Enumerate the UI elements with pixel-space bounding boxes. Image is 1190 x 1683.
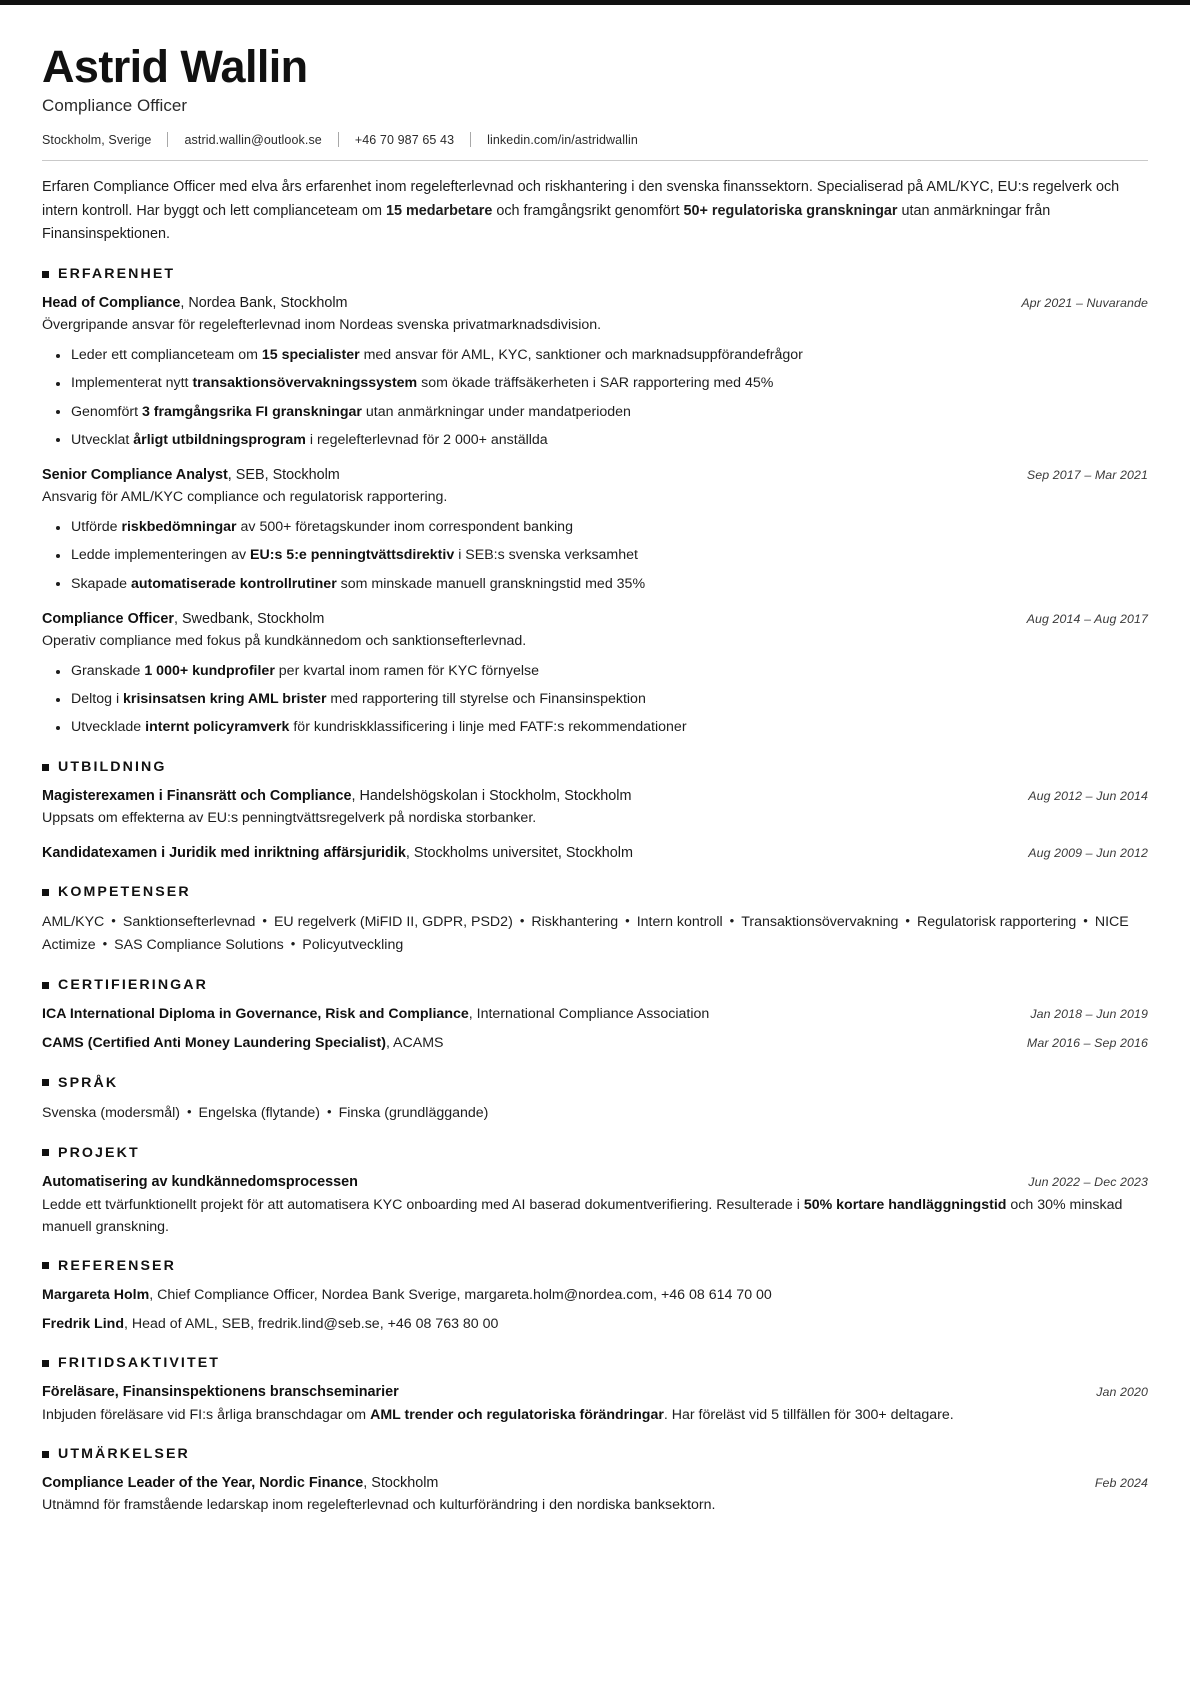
bullet-text-bold: krisinsatsen kring AML brister [123,691,327,708]
entry-header-row [42,786,1148,807]
skill-item: EU regelverk (MiFID II, GDPR, PSD2) [273,914,513,931]
skill-item: Policyutveckling [302,937,404,954]
entry-title [42,786,631,807]
bullet-item [42,545,1148,567]
contact-item: astrid.wallin@outlook.se [184,132,322,147]
reference-row [42,1285,1148,1306]
bullet-text-bold: internt policyramverk [145,719,290,736]
square-bullet-icon [42,1451,49,1458]
reference-name: Fredrik Lind [42,1315,124,1332]
certification-issuer: , ACAMS [385,1035,444,1052]
entry-date: Jan 2020 [1096,1385,1148,1400]
entry [42,465,1148,595]
section-title: KOMPETENSER [58,884,191,901]
entry-title [42,465,340,486]
description-post: . Har föreläst vid 5 tillfällen för 300+ deltagare. [663,1407,954,1424]
entry-header-row [42,1172,1148,1193]
bullet-item [42,373,1148,395]
square-bullet-icon [42,1262,49,1269]
description-pre: Ledde ett tvärfunktionellt projekt för att automatisera KYC onboarding med AI baserad dokumentverifiering. Resulterade i [42,1196,804,1213]
section-title: PROJEKT [58,1144,140,1161]
entry-title-main: Compliance Officer [42,611,174,628]
entry-title-rest: , SEB, Stockholm [227,467,340,484]
certification-text [42,1004,709,1025]
bullet-text-post: med rapportering till styrelse och Finansinspektion [326,691,646,708]
certification-issuer: , International Compliance Association [468,1006,710,1023]
bullet-text-bold: 15 specialister [261,347,360,364]
certification-row [42,1004,1148,1025]
contact-separator [470,132,471,147]
square-bullet-icon [42,1079,49,1086]
entry-title [42,1473,438,1494]
skill-item: SAS Compliance Solutions [114,937,284,954]
resume-header [42,43,1148,161]
reference-details: , Chief Compliance Officer, Nordea Bank Sverige, margareta.holm@nordea.com, +46 08 614 70 00 [149,1286,772,1303]
bullet-text-bold: EU:s 5:e penningtvättsdirektiv [250,547,455,564]
bullet-text-post: som ökade träffsäkerheten i SAR rapportering med 45% [417,375,774,392]
section-heading [42,1446,1148,1462]
bullet-item [42,661,1148,683]
section-education [42,759,1148,864]
bullet-text-pre: Ledde implementeringen av [71,547,251,564]
bullet-text-pre: Genomfört [71,403,142,420]
bullet-text-pre: Deltog i [71,691,124,708]
bullet-text-bold: transaktionsövervakningssystem [192,375,418,392]
bullet-text-bold: automatiserade kontrollrutiner [130,575,337,592]
entry-date: Jun 2022 – Dec 2023 [1028,1174,1148,1189]
entry-title-main: Automatisering av kundkännedomsprocessen [42,1173,358,1190]
description-post: och 30% minskad manuell granskning. [42,1196,1123,1235]
education-entries [42,786,1148,864]
entry-summary: Ansvarig för AML/KYC compliance och regulatorisk rapportering. [42,489,448,506]
entry-description [42,1404,1148,1426]
bullet-text-post: utan anmärkningar under mandatperioden [361,403,631,420]
dot-separator-icon: • [290,936,296,952]
contact-separator [167,132,168,147]
entry-header-row [42,843,1148,864]
description-pre: Inbjuden föreläsare vid FI:s årliga branschdagar om [42,1407,371,1424]
entry-bullet-list [42,345,1148,451]
award-location: , Stockholm [363,1475,439,1492]
entry-title [42,609,324,630]
square-bullet-icon [42,764,49,771]
summary-part-3: utan anmärkningar från Finansinspektionen. [42,202,1051,242]
section-heading [42,759,1148,775]
skill-item: Riskhantering [531,914,619,931]
entry-date: Aug 2009 – Jun 2012 [1028,846,1148,861]
skills-inline-list [42,911,1148,957]
entry-title-rest: , Swedbank, Stockholm [173,611,325,628]
dot-separator-icon: • [186,1103,192,1119]
skill-item: Regulatorisk rapportering [916,914,1077,931]
dot-separator-icon: • [111,913,116,929]
entry-summary: Uppsats om effekterna av EU:s penningtvättsregelverk på nordiska storbanker. [42,809,537,826]
section-heading [42,1258,1148,1274]
entry-header-row [42,465,1148,486]
language-item: Finska (grundläggande) [338,1104,489,1121]
award-name: Compliance Leader of the Year, Nordic Finance [42,1475,364,1492]
entry-title-main: Kandidatexamen i Juridik med inriktning affärsjuridik [42,845,406,862]
entry-date: Aug 2012 – Jun 2014 [1028,789,1148,804]
section-languages [42,1075,1148,1125]
reference-text [42,1314,498,1335]
award-description: Utnämnd för framstående ledarskap inom regelefterlevnad och kulturförändring i den nordiska banksektorn. [42,1496,716,1513]
language-item: Svenska (modersmål) [42,1104,180,1121]
bullet-text-pre: Utvecklade [71,719,146,736]
section-certifications [42,977,1148,1055]
entry [42,293,1148,451]
bullet-text-pre: Implementerat nytt [71,375,193,392]
dot-separator-icon: • [262,913,267,929]
reference-name: Margareta Holm [42,1286,150,1303]
section-heading [42,1145,1148,1161]
languages-inline-list [42,1102,1148,1125]
section-title: REFERENSER [58,1257,176,1274]
entry-header-row [42,609,1148,630]
bullet-item [42,430,1148,452]
bullet-text-post: av 500+ företagskunder inom correspondent banking [236,519,573,536]
summary-part-2: och framgångsrikt genomfört [492,202,684,219]
section-references [42,1258,1148,1336]
dot-separator-icon: • [905,913,910,929]
contact-item: linkedin.com/in/astridwallin [487,132,638,147]
resume-page [0,5,1190,1556]
entry-title [42,843,633,864]
candidate-role: Compliance Officer [42,96,188,116]
entry [42,609,1148,739]
entry-title-main: Senior Compliance Analyst [42,467,228,484]
entry-description [42,1194,1148,1238]
dot-separator-icon: • [327,1103,332,1119]
certification-text [42,1033,444,1054]
bullet-item [42,717,1148,739]
entry-title [42,293,348,314]
activity-entry [42,1382,1148,1426]
profile-summary [42,176,1148,246]
bullet-text-pre: Skapade [71,575,131,592]
certification-name: CAMS (Certified Anti Money Laundering Specialist) [42,1035,386,1052]
project-entries [42,1172,1148,1238]
entry-header-row [42,1473,1148,1494]
section-experience [42,266,1148,739]
candidate-name: Astrid Wallin [42,41,308,92]
entry-title [42,1382,399,1403]
entry-title-main: Magisterexamen i Finansrätt och Compliance [42,788,352,805]
bullet-item [42,345,1148,367]
contact-item: Stockholm, Sverige [42,132,152,147]
section-heading [42,1075,1148,1091]
certification-date: Jan 2018 – Jun 2019 [1030,1007,1148,1022]
entry-date: Aug 2014 – Aug 2017 [1026,612,1148,627]
section-heading [42,977,1148,993]
summary-part-1: Erfaren Compliance Officer med elva års erfarenhet inom regelefterlevnad och riskhantering i den svenska finanssektorn. Specialiserad på AML/KYC, EU:s regelverk och intern kontroll. Har byggt och lett complianceteam om [42,179,1120,219]
reference-row [42,1314,1148,1335]
square-bullet-icon [42,1149,49,1156]
section-title: ERFARENHET [58,266,176,283]
square-bullet-icon [42,889,49,896]
contact-line [42,132,1148,161]
summary-bold-1: 15 medarbetare [385,202,493,219]
award-entry [42,1473,1148,1516]
section-activities [42,1355,1148,1426]
entry-bullet-list [42,517,1148,595]
project-entry [42,1172,1148,1238]
bullet-item [42,517,1148,539]
certification-date: Mar 2016 – Sep 2016 [1026,1036,1148,1051]
entry-title-main: Head of Compliance [42,295,181,312]
section-heading [42,266,1148,282]
entry-summary: Övergripande ansvar för regelefterlevnad inom Nordeas svenska privatmarknadsdivision. [42,317,602,334]
certification-row [42,1033,1148,1054]
reference-details: , Head of AML, SEB, fredrik.lind@seb.se, +46 08 763 80 00 [123,1315,499,1332]
square-bullet-icon [42,982,49,989]
language-item: Engelska (flytande) [198,1104,320,1121]
entry-title-main: Föreläsare, Finansinspektionens branschseminarier [42,1384,399,1401]
square-bullet-icon [42,271,49,278]
entry-title-rest: , Handelshögskolan i Stockholm, Stockholm [351,788,632,805]
award-date: Feb 2024 [1094,1476,1148,1491]
bullet-text-post: per kvartal inom ramen för KYC förnyelse [274,663,539,680]
contact-separator [338,132,339,147]
entry [42,786,1148,829]
entry-title-rest: , Nordea Bank, Stockholm [180,295,348,312]
entry-bullet-list [42,661,1148,739]
dot-separator-icon: • [1083,913,1088,929]
entry-title [42,1172,358,1193]
skill-item: NICE Actimize [42,914,1129,954]
section-title: FRITIDSAKTIVITET [58,1355,221,1372]
entry-title-rest: , Stockholms universitet, Stockholm [405,845,633,862]
bullet-item [42,402,1148,424]
experience-entries [42,293,1148,739]
description-bold: AML trender och regulatoriska förändringar [370,1407,664,1424]
bullet-text-pre: Granskade [71,663,145,680]
skill-item: Transaktionsövervakning [741,914,899,931]
square-bullet-icon [42,1360,49,1367]
bullet-text-bold: 1 000+ kundprofiler [144,663,275,680]
bullet-item [42,689,1148,711]
bullet-item [42,574,1148,596]
section-projects [42,1145,1148,1238]
section-heading [42,884,1148,900]
dot-separator-icon: • [729,913,735,929]
bullet-text-bold: årligt utbildningsprogram [133,431,306,448]
bullet-text-pre: Leder ett complianceteam om [71,347,262,364]
entry [42,843,1148,864]
bullet-text-post: med ansvar för AML, KYC, sanktioner och marknadsuppförandefrågor [359,347,803,364]
entry-summary: Operativ compliance med fokus på kundkännedom och sanktionsefterlevnad. [42,633,527,649]
reference-entries [42,1285,1148,1336]
entry-header-row [42,293,1148,314]
certification-entries [42,1004,1148,1055]
bullet-text-pre: Utförde [71,519,122,536]
skill-item: AML/KYC [42,914,105,931]
section-title: SPRÅK [58,1074,119,1091]
entry-date: Apr 2021 – Nuvarande [1021,296,1148,311]
description-bold: 50% kortare handläggningstid [803,1196,1007,1213]
bullet-text-bold: riskbedömningar [121,519,237,536]
section-title: UTBILDNING [58,759,167,776]
bullet-text-post: för kundriskklassificering i linje med FATF:s rekommendationer [289,719,687,736]
section-title: UTMÄRKELSER [58,1446,190,1463]
certification-name: ICA International Diploma in Governance, Risk and Compliance [42,1006,469,1023]
bullet-text-pre: Utvecklat [71,431,134,448]
entry-header-row [42,1382,1148,1403]
bullet-text-post: som minskade manuell granskningstid med 35% [336,575,646,592]
section-skills [42,884,1148,957]
bullet-text-post: i SEB:s svenska verksamhet [454,547,638,564]
reference-text [42,1285,772,1306]
contact-item: +46 70 987 65 43 [354,132,455,147]
section-awards [42,1446,1148,1516]
skill-item: Sanktionsefterlevnad [122,914,256,931]
dot-separator-icon: • [102,936,108,952]
bullet-text-bold: 3 framgångsrika FI granskningar [141,403,362,420]
section-title: CERTIFIERINGAR [58,977,208,994]
summary-bold-2: 50+ regulatoriska granskningar [683,202,898,219]
skill-item: Intern kontroll [636,914,723,931]
dot-separator-icon: • [625,913,630,929]
activity-entries [42,1382,1148,1426]
bullet-text-post: i regelefterlevnad för 2 000+ anställda [305,431,548,448]
section-heading [42,1355,1148,1371]
entry-date: Sep 2017 – Mar 2021 [1026,468,1148,483]
dot-separator-icon: • [519,913,525,929]
award-entries [42,1473,1148,1516]
